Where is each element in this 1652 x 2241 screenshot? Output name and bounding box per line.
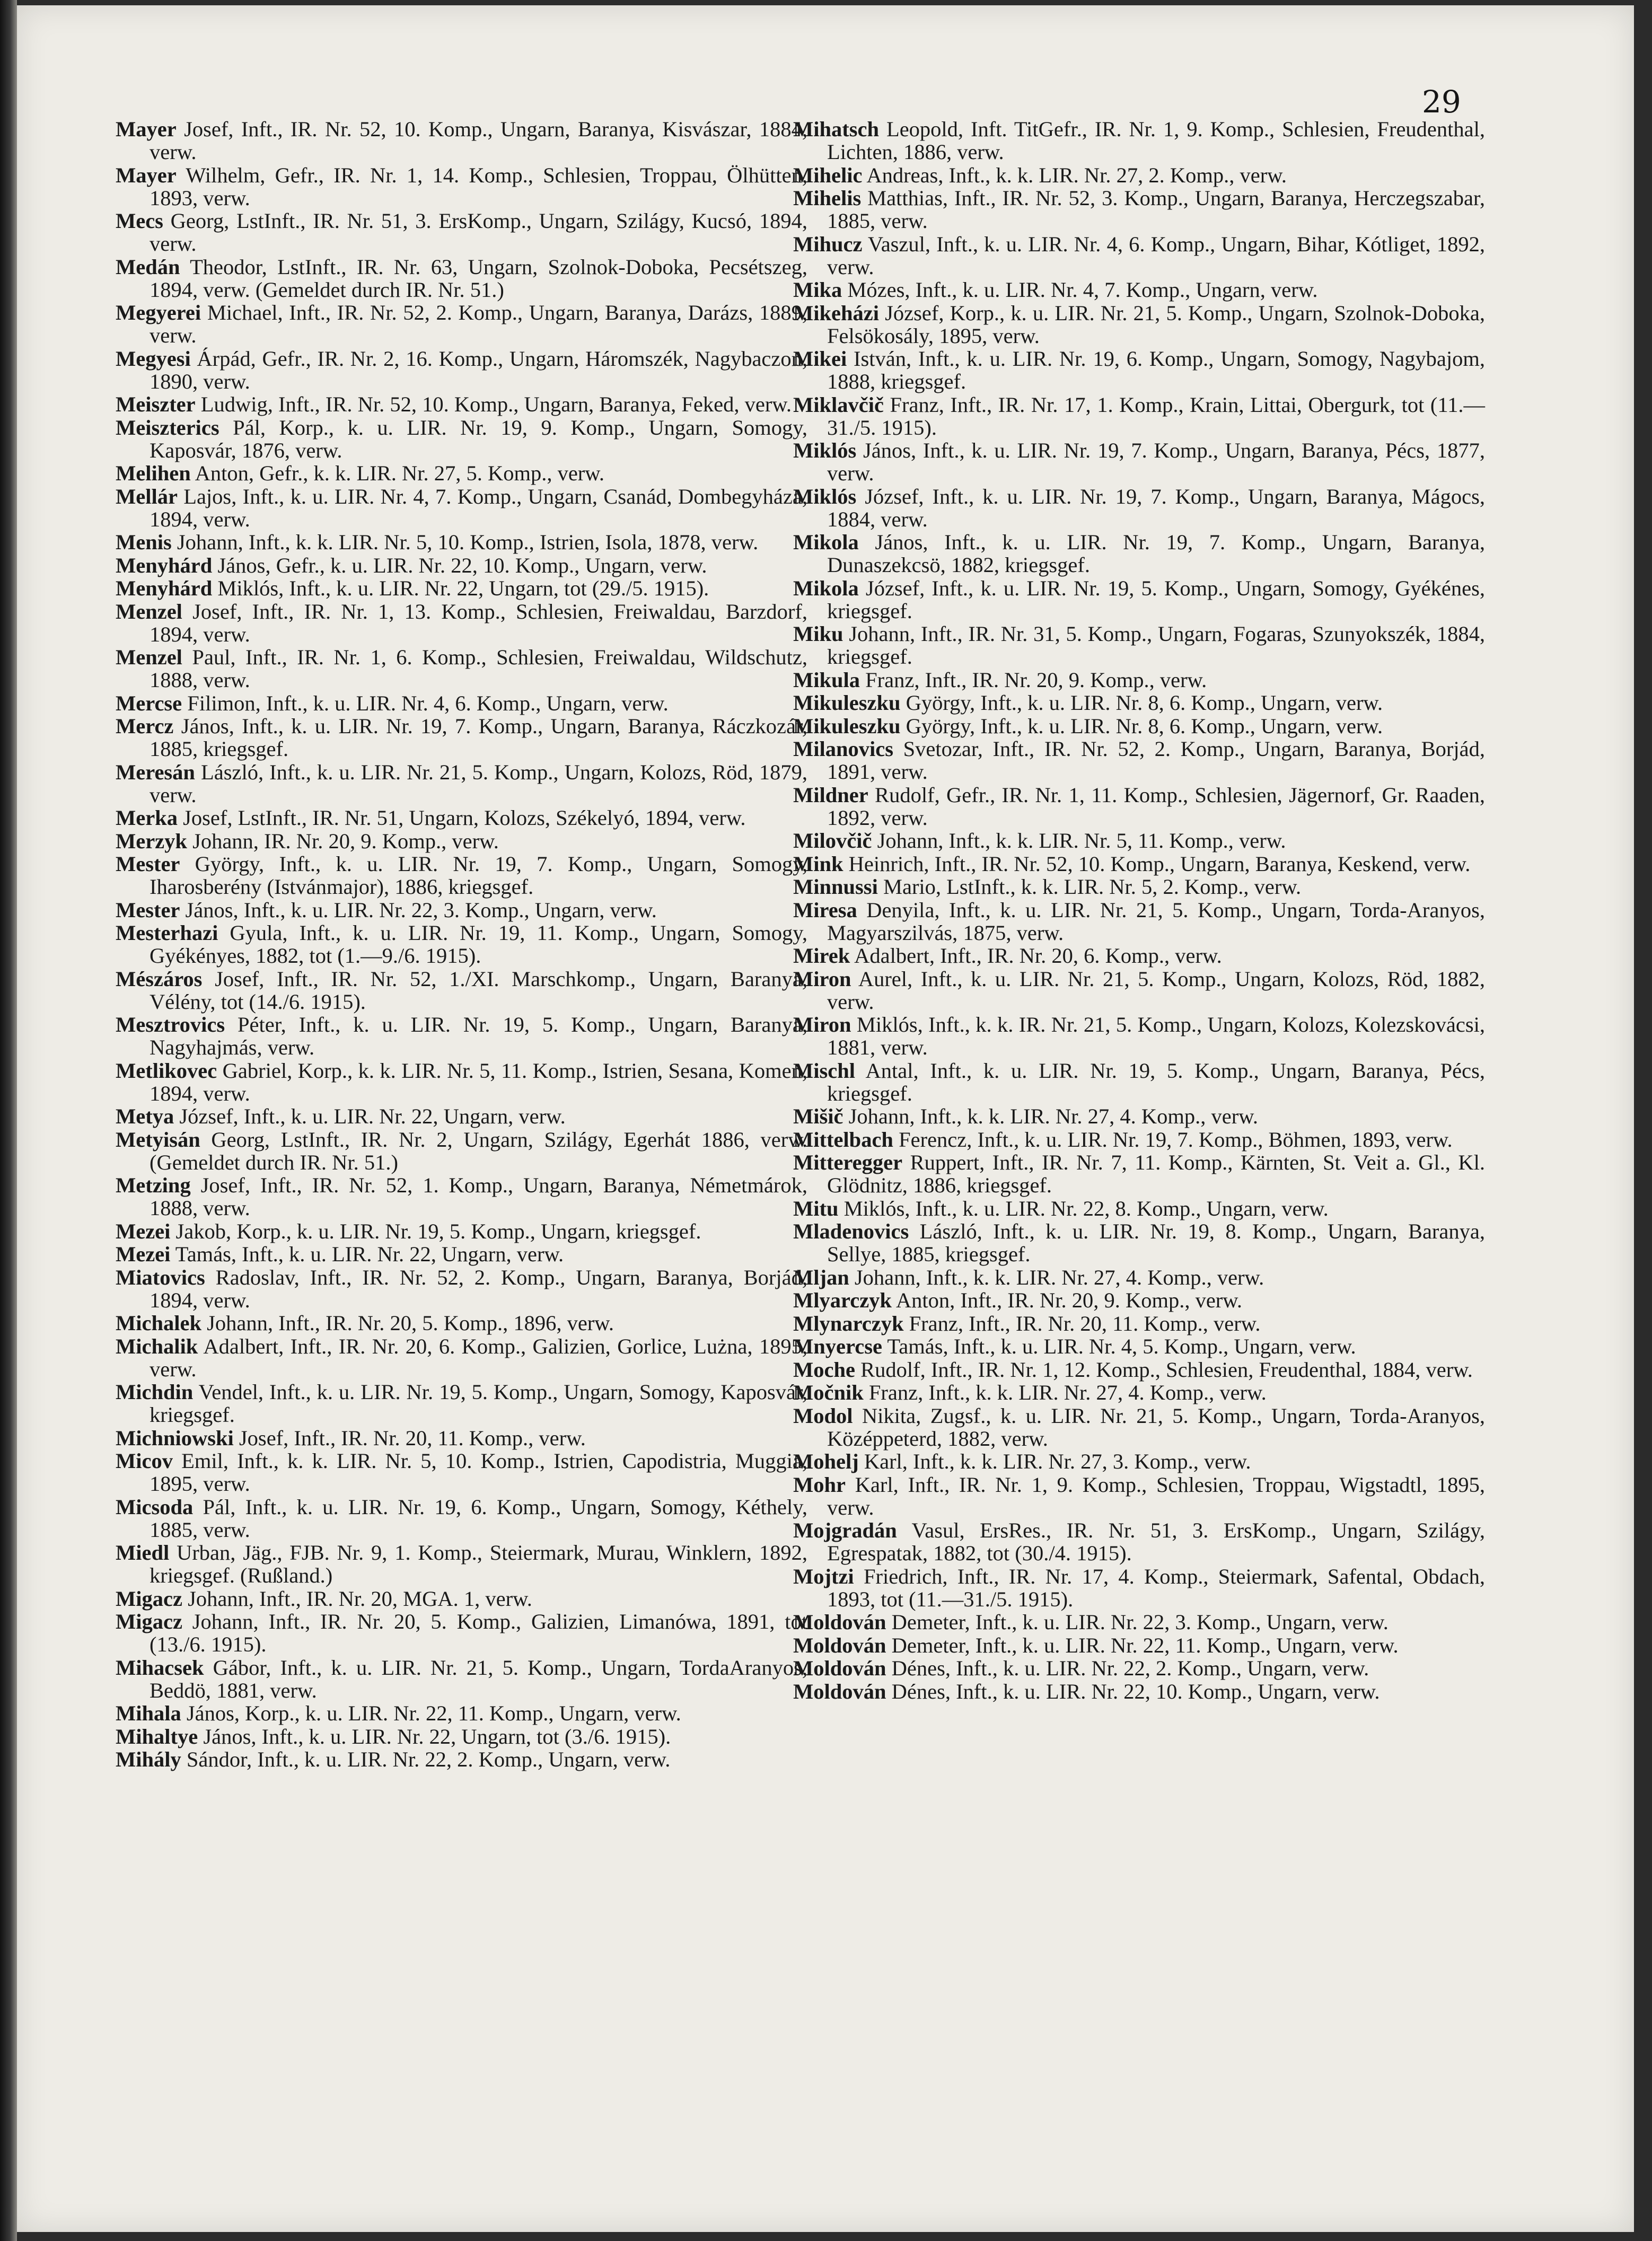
- list-item: [116, 1541, 807, 1587]
- list-item: [116, 1656, 807, 1702]
- surname: Miku: [793, 622, 843, 646]
- entry-details: Tamás, Inft., k. u. LIR. Nr. 22, Ungarn, verw.: [170, 1242, 564, 1266]
- list-item: [793, 944, 1485, 967]
- surname: Mihály: [116, 1747, 181, 1771]
- surname: Mecs: [116, 209, 163, 233]
- list-item: [793, 1197, 1485, 1220]
- surname: Meresán: [116, 760, 195, 784]
- surname: Moldován: [793, 1679, 886, 1703]
- surname: Mikuleszku: [793, 714, 901, 738]
- entry-details: Karl, Inft., IR. Nr. 1, 9. Komp., Schlesien, Troppau, Wigstadtl, 1895, verw.: [827, 1472, 1485, 1519]
- entry-details: Denyila, Inft., k. u. LIR. Nr. 21, 5. Komp., Ungarn, Torda-Aranyos, Magyarszilvás, 1875, verw.: [827, 898, 1485, 945]
- entry-details: Aurel, Inft., k. u. LIR. Nr. 21, 5. Komp., Ungarn, Kolozs, Röd, 1882, verw.: [827, 966, 1485, 1014]
- surname: Mesterhazi: [116, 921, 218, 945]
- list-item: [116, 1702, 807, 1725]
- entry-details: József, Inft., k. u. LIR. Nr. 22, Ungarn, verw.: [174, 1104, 566, 1128]
- surname: Migacz: [116, 1610, 182, 1633]
- list-item: [793, 1220, 1485, 1265]
- surname: Mihucz: [793, 232, 863, 256]
- entry-details: Ludwig, Inft., IR. Nr. 52, 10. Komp., Ungarn, Baranya, Feked, verw.: [195, 392, 792, 416]
- list-item: [793, 829, 1485, 852]
- entry-details: Adalbert, Inft., IR. Nr. 20, 6. Komp., verw.: [850, 944, 1222, 968]
- entry-details: Anton, Gefr., k. k. LIR. Nr. 27, 5. Komp., verw.: [190, 461, 605, 485]
- surname: Mojgradán: [793, 1518, 897, 1542]
- list-item: [793, 968, 1485, 1013]
- surname: Miron: [793, 1013, 851, 1036]
- list-item: [793, 1657, 1485, 1680]
- list-item: [793, 531, 1485, 576]
- entry-details: Antal, Inft., k. u. LIR. Nr. 19, 5. Komp., Ungarn, Baranya, Pécs, kriegsgef.: [827, 1058, 1485, 1105]
- list-item: [793, 1473, 1485, 1519]
- surname: Metyisán: [116, 1127, 200, 1152]
- entry-details: Pál, Inft., k. u. LIR. Nr. 19, 6. Komp., Ungarn, Somogy, Kéthely, 1885, verw.: [150, 1495, 807, 1542]
- entry-details: János, Inft., k. u. LIR. Nr. 19, 7. Komp., Ungarn, Baranya, Pécs, 1877, verw.: [827, 438, 1485, 485]
- surname: Micsoda: [116, 1495, 194, 1519]
- entry-details: Vasul, ErsRes., IR. Nr. 51, 3. ErsKomp., Ungarn, Szilágy, Egrespatak, 1882, tot (30./4. 1915).: [827, 1518, 1485, 1565]
- list-item: [116, 1449, 807, 1495]
- list-item: [793, 784, 1485, 829]
- surname: Mladenovics: [793, 1219, 909, 1243]
- surname: Mercse: [116, 691, 182, 715]
- surname: Mischl: [793, 1058, 855, 1083]
- list-item: [116, 554, 807, 577]
- list-item: [793, 1680, 1485, 1703]
- list-item: [116, 577, 807, 600]
- surname: Mittelbach: [793, 1127, 893, 1152]
- surname: Mikeházi: [793, 301, 879, 325]
- surname: Meiszter: [116, 392, 196, 416]
- entry-details: Wilhelm, Gefr., IR. Nr. 1, 14. Komp., Schlesien, Troppau, Ölhütten, 1893, verw.: [150, 163, 807, 210]
- surname: Mikei: [793, 347, 847, 371]
- entry-details: Georg, LstInft., IR. Nr. 51, 3. ErsKomp., Ungarn, Szilágy, Kucsó, 1894, verw.: [150, 209, 807, 256]
- entry-details: János, Gefr., k. u. LIR. Nr. 22, 10. Komp., Ungarn, verw.: [212, 553, 707, 577]
- surname: Metzing: [116, 1173, 191, 1197]
- list-item: [116, 531, 807, 553]
- surname: Miklavčič: [793, 392, 884, 417]
- surname: Michdin: [116, 1380, 194, 1404]
- entry-details: Leopold, Inft. TitGefr., IR. Nr. 1, 9. Komp., Schlesien, Freudenthal, Lichten, 1886, verw.: [827, 117, 1485, 164]
- list-item: [793, 1128, 1485, 1151]
- entry-details: Johann, Inft., IR. Nr. 20, 5. Komp., 1896, verw.: [201, 1311, 614, 1335]
- entry-details: Lajos, Inft., k. u. LIR. Nr. 4, 7. Komp., Ungarn, Csanád, Dombegyháza, 1894, verw.: [150, 484, 807, 531]
- surname: Moldován: [793, 1610, 886, 1634]
- list-item: [116, 1174, 807, 1219]
- entry-details: János, Inft., k. u. LIR. Nr. 19, 7. Komp., Ungarn, Baranya, Ráczkozár, 1885, kriegsgef.: [150, 714, 807, 761]
- surname: Miatovics: [116, 1265, 205, 1289]
- entry-details: Miklós, Inft., k. k. IR. Nr. 21, 5. Komp., Ungarn, Kolozs, Kolezskovácsi, 1881, verw.: [827, 1013, 1485, 1059]
- entry-details: Demeter, Inft., k. u. LIR. Nr. 22, 11. Komp., Ungarn, verw.: [886, 1633, 1399, 1657]
- list-item: [116, 1427, 807, 1449]
- entry-details: Theodor, LstInft., IR. Nr. 63, Ungarn, Szolnok-Doboka, Pecsétszeg, 1894, verw. (Gemeldet durch IR. Nr. 51.): [150, 254, 807, 302]
- list-item: [116, 485, 807, 531]
- entry-details: Andreas, Inft., k. k. LIR. Nr. 27, 2. Komp., verw.: [862, 163, 1287, 187]
- entry-details: Karl, Inft., k. k. LIR. Nr. 27, 3. Komp., verw.: [858, 1449, 1251, 1473]
- list-item: [116, 1587, 807, 1610]
- surname: Mester: [116, 898, 180, 922]
- surname: Moche: [793, 1357, 855, 1382]
- left-column: [116, 118, 807, 1771]
- surname: Michniowski: [116, 1426, 234, 1450]
- list-item: [793, 1289, 1485, 1312]
- list-item: [793, 1105, 1485, 1128]
- list-item: [116, 921, 807, 967]
- entry-details: Matthias, Inft., IR. Nr. 52, 3. Komp., Ungarn, Baranya, Herczegszabar, 1885, verw.: [827, 186, 1485, 233]
- entry-details: Johann, Inft., k. k. LIR. Nr. 27, 4. Komp., verw.: [849, 1265, 1264, 1289]
- entry-details: Josef, Inft., IR. Nr. 1, 13. Komp., Schlesien, Freiwaldau, Barzdorf, 1894, verw.: [150, 599, 807, 646]
- surname: Merka: [116, 806, 178, 830]
- surname: Mohelj: [793, 1449, 859, 1473]
- list-item: [116, 1220, 807, 1243]
- entry-details: Franz, Inft., IR. Nr. 20, 11. Komp., verw.: [903, 1311, 1261, 1335]
- entry-details: István, Inft., k. u. LIR. Nr. 19, 6. Komp., Ungarn, Somogy, Nagybajom, 1888, kriegsgef.: [827, 347, 1485, 393]
- list-item: [793, 233, 1485, 278]
- surname: Mihatsch: [793, 117, 879, 141]
- entry-details: Árpád, Gefr., IR. Nr. 2, 16. Komp., Ungarn, Háromszék, Nagybaczon, 1890, verw.: [150, 346, 807, 393]
- list-item: [116, 1105, 807, 1128]
- list-item: [793, 1450, 1485, 1473]
- surname: Mirek: [793, 944, 850, 968]
- list-item: [116, 830, 807, 853]
- entry-details: Miklós, Inft., k. u. LIR. Nr. 22, 8. Komp., Ungarn, verw.: [838, 1196, 1329, 1220]
- surname: Menyhárd: [116, 553, 213, 577]
- list-item: [116, 1243, 807, 1265]
- entry-details: Tamás, Inft., k. u. LIR. Nr. 4, 5. Komp., Ungarn, verw.: [882, 1334, 1356, 1358]
- list-item: [116, 715, 807, 760]
- entry-details: Johann, Inft., k. k. LIR. Nr. 5, 11. Komp., verw.: [872, 829, 1286, 853]
- entry-details: Josef, Inft., IR. Nr. 20, 11. Komp., verw.: [233, 1426, 586, 1450]
- list-item: [116, 393, 807, 416]
- surname: Modol: [793, 1403, 853, 1428]
- list-item: [116, 692, 807, 715]
- surname: Mihacsek: [116, 1655, 204, 1680]
- surname: Mlyarczyk: [793, 1288, 892, 1312]
- list-item: [793, 577, 1485, 622]
- entry-details: Miklós, Inft., k. u. LIR. Nr. 22, Ungarn, tot (29./5. 1915).: [212, 576, 709, 600]
- surname: Miron: [793, 966, 851, 991]
- list-item: [116, 1748, 807, 1771]
- list-item: [116, 600, 807, 646]
- entry-details: Adalbert, Inft., IR. Nr. 20, 6. Komp., Galizien, Gorlice, Lużna, 1895, verw.: [150, 1334, 807, 1381]
- surname: Megyerei: [116, 301, 201, 324]
- entry-details: József, Korp., k. u. LIR. Nr. 21, 5. Komp., Ungarn, Szolnok-Doboka, Felsökosály, 1895, verw.: [827, 301, 1485, 348]
- list-item: [793, 118, 1485, 163]
- list-item: [793, 1059, 1485, 1105]
- right-column: [793, 118, 1485, 1703]
- entry-details: György, Inft., k. u. LIR. Nr. 19, 7. Komp., Ungarn, Somogy, Iharosberény (Istvánmajor), 1886, kriegsgef.: [150, 852, 807, 899]
- entry-details: József, Inft., k. u. LIR. Nr. 19, 7. Komp., Ungarn, Baranya, Mágocs, 1884, verw.: [827, 484, 1485, 531]
- entry-details: Franz, Inft., IR. Nr. 17, 1. Komp., Krain, Littai, Obergurk, tot (11.—31./5. 1915).: [827, 392, 1485, 440]
- list-item: [116, 1335, 807, 1381]
- surname: Mink: [793, 851, 843, 876]
- entry-details: József, Inft., k. u. LIR. Nr. 19, 5. Komp., Ungarn, Somogy, Gyékénes, kriegsgef.: [827, 576, 1485, 623]
- surname: Melihen: [116, 461, 191, 485]
- entry-details: Sándor, Inft., k. u. LIR. Nr. 22, 2. Komp., Ungarn, verw.: [181, 1747, 671, 1771]
- surname: Moldován: [793, 1633, 886, 1657]
- entry-details: János, Inft., k. u. LIR. Nr. 19, 7. Komp., Ungarn, Baranya, Dunaszekcsö, 1882, kriegsgef.: [827, 530, 1485, 577]
- surname: Meiszterics: [116, 415, 219, 440]
- page-number: 29: [1422, 84, 1461, 120]
- entry-details: Pál, Korp., k. u. LIR. Nr. 19, 9. Komp., Ungarn, Somogy, Kaposvár, 1876, verw.: [150, 415, 807, 462]
- list-item: [116, 899, 807, 921]
- entry-details: László, Inft., k. u. LIR. Nr. 21, 5. Komp., Ungarn, Kolozs, Röd, 1879, verw.: [150, 760, 807, 807]
- list-item: [116, 462, 807, 485]
- entry-details: Paul, Inft., IR. Nr. 1, 6. Komp., Schlesien, Freiwaldau, Wildschutz, 1888, verw.: [150, 645, 807, 692]
- list-item: [793, 1151, 1485, 1197]
- list-item: [793, 393, 1485, 439]
- entry-details: Johann, Inft., k. k. LIR. Nr. 27, 4. Komp., verw.: [843, 1104, 1259, 1128]
- list-item: [793, 164, 1485, 187]
- list-item: [793, 347, 1485, 393]
- list-item: [793, 439, 1485, 485]
- entry-details: Friedrich, Inft., IR. Nr. 17, 4. Komp., Steiermark, Safental, Obdach, 1893, tot (11.—31./5. 1915).: [827, 1564, 1485, 1611]
- entry-details: Josef, LstInft., IR. Nr. 51, Ungarn, Kolozs, Székelyó, 1894, verw.: [177, 806, 746, 830]
- surname: Mester: [116, 852, 180, 876]
- list-item: [793, 1381, 1485, 1404]
- surname: Mezei: [116, 1242, 171, 1266]
- list-item: [793, 187, 1485, 232]
- surname: Močnik: [793, 1381, 864, 1404]
- surname: Minnussi: [793, 875, 878, 899]
- list-item: [793, 715, 1485, 737]
- surname: Michalek: [116, 1311, 201, 1335]
- list-item: [793, 1266, 1485, 1289]
- entry-details: Anton, Inft., IR. Nr. 20, 9. Komp., verw.: [891, 1288, 1243, 1312]
- surname: Mihelis: [793, 186, 862, 210]
- list-item: [116, 646, 807, 691]
- surname: Mikola: [793, 576, 859, 600]
- entry-details: Johann, IR. Nr. 20, 9. Komp., verw.: [187, 829, 499, 853]
- list-item: [116, 347, 807, 393]
- list-item: [116, 301, 807, 347]
- entry-details: Johann, Inft., IR. Nr. 31, 5. Komp., Ungarn, Fogaras, Szunyokszék, 1884, kriegsgef.: [827, 622, 1485, 669]
- surname: Milanovics: [793, 737, 893, 761]
- surname: Mišič: [793, 1104, 843, 1128]
- entry-details: Josef, Inft., IR. Nr. 52, 1. Komp., Ungarn, Baranya, Németmárok, 1888, verw.: [150, 1173, 807, 1220]
- surname: Mezei: [116, 1219, 171, 1243]
- entry-details: Svetozar, Inft., IR. Nr. 52, 2. Komp., Ungarn, Baranya, Borjád, 1891, verw.: [827, 737, 1485, 784]
- entry-details: Johann, Inft., IR. Nr. 20, 5. Komp., Galizien, Limanówa, 1891, tot (13./6. 1915).: [150, 1610, 807, 1656]
- entry-details: Franz, Inft., k. k. LIR. Nr. 27, 4. Komp., verw.: [863, 1381, 1267, 1404]
- entry-details: Ruppert, Inft., IR. Nr. 7, 11. Komp., Kärnten, St. Veit a. Gl., Kl. Glödnitz, 1886, kriegsgef.: [827, 1150, 1485, 1197]
- entry-details: Vendel, Inft., k. u. LIR. Nr. 19, 5. Komp., Ungarn, Somogy, Kaposvár, kriegsgef.: [150, 1380, 807, 1427]
- surname: Mayer: [116, 163, 177, 187]
- entry-details: Gábor, Inft., k. u. LIR. Nr. 21, 5. Komp., Ungarn, TordaAranyos, Beddö, 1881, verw.: [150, 1655, 807, 1702]
- list-item: [116, 853, 807, 898]
- list-item: [793, 1519, 1485, 1565]
- surname: Miklós: [793, 484, 857, 508]
- surname: Mojtzi: [793, 1564, 854, 1588]
- list-item: [116, 1266, 807, 1312]
- list-item: [793, 302, 1485, 347]
- list-item: [116, 1059, 807, 1105]
- list-item: [793, 1404, 1485, 1450]
- entry-details: Johann, Inft., IR. Nr. 20, MGA. 1, verw.: [182, 1586, 532, 1611]
- list-item: [116, 1013, 807, 1059]
- surname: Metlikovec: [116, 1058, 217, 1083]
- list-item: [116, 164, 807, 209]
- list-item: [793, 1611, 1485, 1633]
- list-item: [793, 669, 1485, 691]
- list-item: [116, 1725, 807, 1748]
- surname: Mikula: [793, 667, 860, 692]
- list-item: [116, 806, 807, 829]
- list-item: [116, 968, 807, 1013]
- entry-details: János, Korp., k. u. LIR. Nr. 22, 11. Komp., Ungarn, verw.: [181, 1701, 681, 1725]
- entry-details: János, Inft., k. u. LIR. Nr. 22, 3. Komp., Ungarn, verw.: [180, 898, 657, 922]
- surname: Mesztrovics: [116, 1013, 225, 1036]
- entry-details: Vaszul, Inft., k. u. LIR. Nr. 4, 6. Komp., Ungarn, Bihar, Kótliget, 1892, verw.: [827, 232, 1485, 279]
- surname: Mihala: [116, 1701, 181, 1725]
- list-item: [116, 1128, 807, 1174]
- surname: Mikuleszku: [793, 691, 901, 715]
- list-item: [793, 1358, 1485, 1381]
- list-item: [116, 761, 807, 806]
- surname: Moldován: [793, 1656, 886, 1680]
- surname: Menzel: [116, 599, 182, 623]
- entry-details: Gabriel, Korp., k. k. LIR. Nr. 5, 11. Komp., Istrien, Sesana, Komen, 1894, verw.: [150, 1058, 807, 1105]
- entry-details: Dénes, Inft., k. u. LIR. Nr. 22, 2. Komp., Ungarn, verw.: [886, 1656, 1369, 1680]
- list-item: [793, 875, 1485, 898]
- surname: Merzyk: [116, 829, 187, 853]
- surname: Mitteregger: [793, 1150, 903, 1174]
- surname: Mihelic: [793, 163, 863, 187]
- entry-details: György, Inft., k. u. LIR. Nr. 8, 6. Komp., Ungarn, verw.: [900, 714, 1383, 738]
- list-item: [793, 1013, 1485, 1059]
- book-spine-edge: [0, 0, 17, 2241]
- entry-details: Péter, Inft., k. u. LIR. Nr. 19, 5. Komp., Ungarn, Baranya, Nagyhajmás, verw.: [150, 1013, 807, 1059]
- entry-details: János, Inft., k. u. LIR. Nr. 22, Ungarn, tot (3./6. 1915).: [198, 1724, 671, 1748]
- list-item: [793, 737, 1485, 783]
- entry-details: Urban, Jäg., FJB. Nr. 9, 1. Komp., Steiermark, Murau, Winklern, 1892, kriegsgef. (Rußland.): [150, 1541, 807, 1587]
- list-item: [793, 691, 1485, 714]
- list-item: [793, 485, 1485, 531]
- surname: Milovčič: [793, 829, 872, 853]
- list-item: [793, 1634, 1485, 1657]
- surname: Migacz: [116, 1586, 182, 1611]
- entry-details: Josef, Inft., IR. Nr. 52, 1./XI. Marschkomp., Ungarn, Baranya, Vélény, tot (14./6. 1915).: [150, 966, 807, 1014]
- list-item: [793, 853, 1485, 875]
- entry-details: László, Inft., k. u. LIR. Nr. 19, 8. Komp., Ungarn, Baranya, Sellye, 1885, kriegsgef.: [827, 1219, 1485, 1266]
- surname: Miklós: [793, 438, 857, 462]
- list-item: [793, 278, 1485, 301]
- list-item: [116, 416, 807, 462]
- list-item: [116, 209, 807, 255]
- list-item: [116, 118, 807, 163]
- list-item: [116, 1610, 807, 1656]
- entry-details: Nikita, Zugsf., k. u. LIR. Nr. 21, 5. Komp., Ungarn, Torda-Aranyos, Középpeterd, 1882, verw.: [827, 1403, 1485, 1451]
- entry-details: Mózes, Inft., k. u. LIR. Nr. 4, 7. Komp., Ungarn, verw.: [842, 278, 1318, 302]
- surname: Mészáros: [116, 966, 203, 991]
- surname: Mellár: [116, 484, 178, 508]
- surname: Menis: [116, 530, 172, 554]
- surname: Mnyercse: [793, 1334, 882, 1358]
- surname: Mohr: [793, 1472, 846, 1497]
- list-item: [793, 1565, 1485, 1611]
- entry-details: Johann, Inft., k. k. LIR. Nr. 5, 10. Komp., Istrien, Isola, 1878, verw.: [171, 530, 759, 554]
- surname: Mlynarczyk: [793, 1311, 904, 1335]
- list-item: [116, 1312, 807, 1334]
- list-item: [116, 1381, 807, 1426]
- surname: Micov: [116, 1449, 173, 1473]
- entry-details: György, Inft., k. u. LIR. Nr. 8, 6. Komp., Ungarn, verw.: [900, 691, 1383, 715]
- entry-details: Josef, Inft., IR. Nr. 52, 10. Komp., Ungarn, Baranya, Kisvászar, 1884, verw.: [150, 117, 807, 164]
- entry-details: Rudolf, Inft., IR. Nr. 1, 12. Komp., Schlesien, Freudenthal, 1884, verw.: [855, 1357, 1473, 1382]
- entry-details: Heinrich, Inft., IR. Nr. 52, 10. Komp., Ungarn, Baranya, Keskend, verw.: [843, 851, 1471, 876]
- surname: Miedl: [116, 1541, 170, 1565]
- list-item: [793, 1335, 1485, 1358]
- surname: Menyhárd: [116, 576, 213, 600]
- surname: Mika: [793, 278, 842, 302]
- surname: Miresa: [793, 898, 857, 922]
- list-item: [793, 622, 1485, 668]
- entry-details: Georg, LstInft., IR. Nr. 2, Ungarn, Szilágy, Egerhát 1886, verw. (Gemeldet durch IR. Nr. 51.): [150, 1127, 807, 1174]
- entry-details: Filimon, Inft., k. u. LIR. Nr. 4, 6. Komp., Ungarn, verw.: [182, 691, 669, 715]
- entry-details: Mario, LstInft., k. k. LIR. Nr. 5, 2. Komp., verw.: [877, 875, 1302, 899]
- entry-details: Dénes, Inft., k. u. LIR. Nr. 22, 10. Komp., Ungarn, verw.: [886, 1679, 1380, 1703]
- surname: Megyesi: [116, 346, 191, 371]
- entry-details: Demeter, Inft., k. u. LIR. Nr. 22, 3. Komp., Ungarn, verw.: [886, 1610, 1389, 1634]
- entry-details: Emil, Inft., k. k. LIR. Nr. 5, 10. Komp., Istrien, Capodistria, Muggia, 1895, verw.: [150, 1449, 807, 1496]
- surname: Mihaltye: [116, 1724, 198, 1748]
- surname: Mikola: [793, 530, 859, 554]
- surname: Medán: [116, 254, 180, 279]
- entry-details: Gyula, Inft., k. u. LIR. Nr. 19, 11. Komp., Ungarn, Somogy, Gyékényes, 1882, tot (1.—9./6. 1915).: [150, 921, 807, 968]
- entry-details: Jakob, Korp., k. u. LIR. Nr. 19, 5. Komp., Ungarn, kriegsgef.: [170, 1219, 701, 1243]
- entry-details: Franz, Inft., IR. Nr. 20, 9. Komp., verw.: [860, 667, 1207, 692]
- entry-details: Radoslav, Inft., IR. Nr. 52, 2. Komp., Ungarn, Baranya, Borjád, 1894, verw.: [150, 1265, 807, 1312]
- surname: Mercz: [116, 714, 174, 738]
- surname: Menzel: [116, 645, 182, 669]
- list-item: [793, 899, 1485, 944]
- entry-details: Michael, Inft., IR. Nr. 52, 2. Komp., Ungarn, Baranya, Darázs, 1889, verw.: [150, 301, 807, 347]
- list-item: [793, 1312, 1485, 1335]
- entry-details: Rudolf, Gefr., IR. Nr. 1, 11. Komp., Schlesien, Jägernorf, Gr. Raaden, 1892, verw.: [827, 783, 1485, 830]
- surname: Mitu: [793, 1196, 839, 1220]
- list-item: [116, 256, 807, 301]
- surname: Metya: [116, 1104, 174, 1128]
- surname: Mljan: [793, 1265, 849, 1289]
- surname: Mayer: [116, 117, 177, 141]
- surname: Mildner: [793, 783, 868, 807]
- surname: Michalik: [116, 1334, 198, 1358]
- entry-details: Ferencz, Inft., k. u. LIR. Nr. 19, 7. Komp., Böhmen, 1893, verw.: [893, 1127, 1453, 1152]
- list-item: [116, 1496, 807, 1541]
